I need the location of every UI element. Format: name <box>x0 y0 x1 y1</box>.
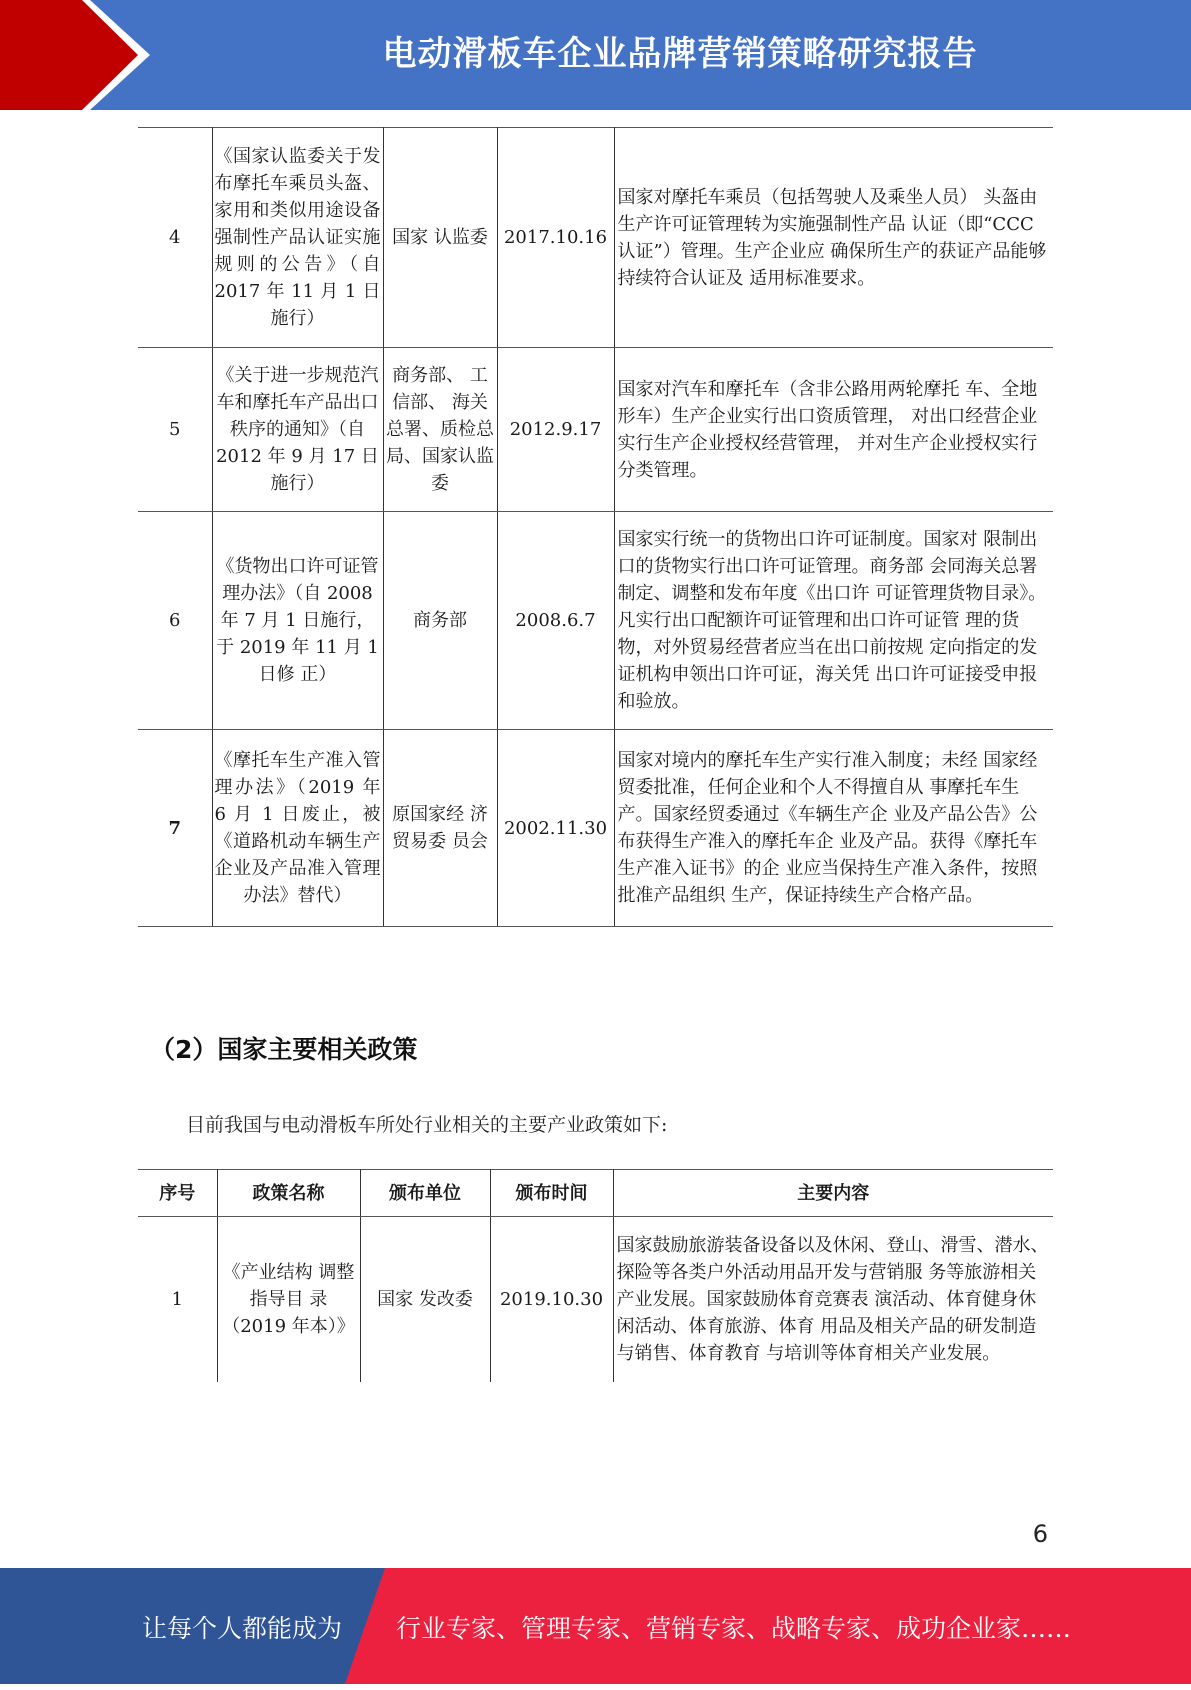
column-header: 序号 <box>138 1170 217 1217</box>
regulation-content <box>614 512 1053 730</box>
issue-date: 2019.10.30 <box>490 1217 613 1382</box>
section-heading: （2）国家主要相关政策 <box>150 1035 418 1064</box>
policies-table <box>138 1169 1053 1382</box>
policy-name: 《产业结构 调整指导目 录（2019 年本）》 <box>217 1217 360 1382</box>
issue-date: 2002.11.30 <box>497 730 614 927</box>
table-row <box>138 128 1053 348</box>
regulations-table <box>138 127 1053 927</box>
regulation-name: 《货物出口许可证管理办法》（自 2008 年 7 月 1 日施行，于 2019 年 11 月 1 日修 正） <box>212 512 383 730</box>
page-number: 6 <box>1032 1520 1048 1548</box>
regulation-content: 国家对摩托车乘员（包括驾驶人及乘坐人员） 头盔由生产许可证管理转为实施强制性产品 认证（即“CCC 认证”）管理。生产企业应 确保所生产的获证产品能够持续符合认证及 适用标准要求。 <box>614 128 1053 348</box>
page-footer <box>0 1568 1191 1684</box>
issue-date: 2012.9.17 <box>497 348 614 512</box>
section-intro: 目前我国与电动滑板车所处行业相关的主要产业政策如下: <box>186 1114 668 1136</box>
table-row <box>138 730 1053 927</box>
table-row <box>138 1217 1053 1382</box>
regulation-name: 《关于进一步规范汽车和摩托车产品出口秩序的通知》（自 2012 年 9 月 17 日施行） <box>212 348 383 512</box>
issue-date: 2017.10.16 <box>497 128 614 348</box>
table-row <box>138 348 1053 512</box>
issue-date: 2008.6.7 <box>497 512 614 730</box>
regulation-content: 国家对境内的摩托车生产实行准入制度；未经 国家经贸委批准，任何企业和个人不得擅自从 事摩托车生产。国家经贸委通过《车辆生产企 业及产品公告》公布获得生产准入的摩托车企 业及产品。获得《摩托车生产准入证书》的企 业应当保持生产准入条件，按照批准产品组织 生产，保证持续生产合格产品。 <box>614 730 1053 927</box>
report-title: 电动滑板车企业品牌营销策略研究报告 <box>382 34 978 74</box>
column-header: 主要内容 <box>613 1170 1053 1217</box>
issuing-authority: 国家 发改委 <box>360 1217 490 1382</box>
regulation-content: 国家对汽车和摩托车（含非公路用两轮摩托 车、全地形车）生产企业实行出口资质管理， 对出口经营企业实行生产企业授权经营管理， 并对生产企业授权实行分类管理。 <box>614 348 1053 512</box>
footer-slogan-right: 行业专家、管理专家、营销专家、战略专家、成功企业家…… <box>396 1614 1072 1643</box>
column-header: 颁布单位 <box>360 1170 490 1217</box>
regulation-name: 《国家认监委关于发布摩托车乘员头盔、家用和类似用途设备强制性产品认证实施规则的公告》（自 2017 年 11 月 1 日施行） <box>212 128 383 348</box>
page-header <box>0 0 1191 110</box>
row-number: 6 <box>138 512 212 730</box>
row-number: 4 <box>138 128 212 348</box>
content-paragraph: 国家实行统一的货物出口许可证制度。国家对 限制出口的货物实行出口许可证管理。商务部 会同海关总署制定、调整和发布年度《出口许 可证管理货物目录》。 <box>617 529 1047 604</box>
table-row <box>138 512 1053 730</box>
content-paragraph: 凡实行出口配额许可证管理和出口许可证管 理的货物，对外贸易经营者应当在出口前按规 定向指定的发证机构申领出口许可证，海关凭 出口许可证接受申报和验放。 <box>617 610 1038 712</box>
row-number: 1 <box>171 1288 183 1310</box>
issuing-authority: 原国家经 济贸易委 员会 <box>383 730 497 927</box>
issuing-authority: 商务部 <box>383 512 497 730</box>
issuing-authority: 国家 认监委 <box>383 128 497 348</box>
table-header-row <box>138 1170 1053 1217</box>
column-header: 颁布时间 <box>490 1170 613 1217</box>
column-header: 政策名称 <box>217 1170 360 1217</box>
policy-content: 国家鼓励旅游装备设备以及休闲、登山、滑雪、潜水、探险等各类户外活动用品开发与营销服 务等旅游相关产业发展。国家鼓励体育竞赛表 演活动、体育健身休闲活动、体育旅游、体育 用品及相关产品的研发制造与销售、体育教育 与培训等体育相关产业发展。 <box>613 1217 1053 1382</box>
header-red-chevron <box>0 0 150 110</box>
footer-slogan-left: 让每个人都能成为 <box>142 1614 343 1643</box>
row-number: 7 <box>138 730 212 927</box>
regulation-name: 《摩托车生产准入管理办法》（2019 年 6 月 1 日废止，被《道路机动车辆生产企业及产品准入管理办法》替代） <box>212 730 383 927</box>
row-number: 5 <box>138 348 212 512</box>
issuing-authority: 商务部、 工信部、 海关总署、质检总局、国家认监委 <box>383 348 497 512</box>
